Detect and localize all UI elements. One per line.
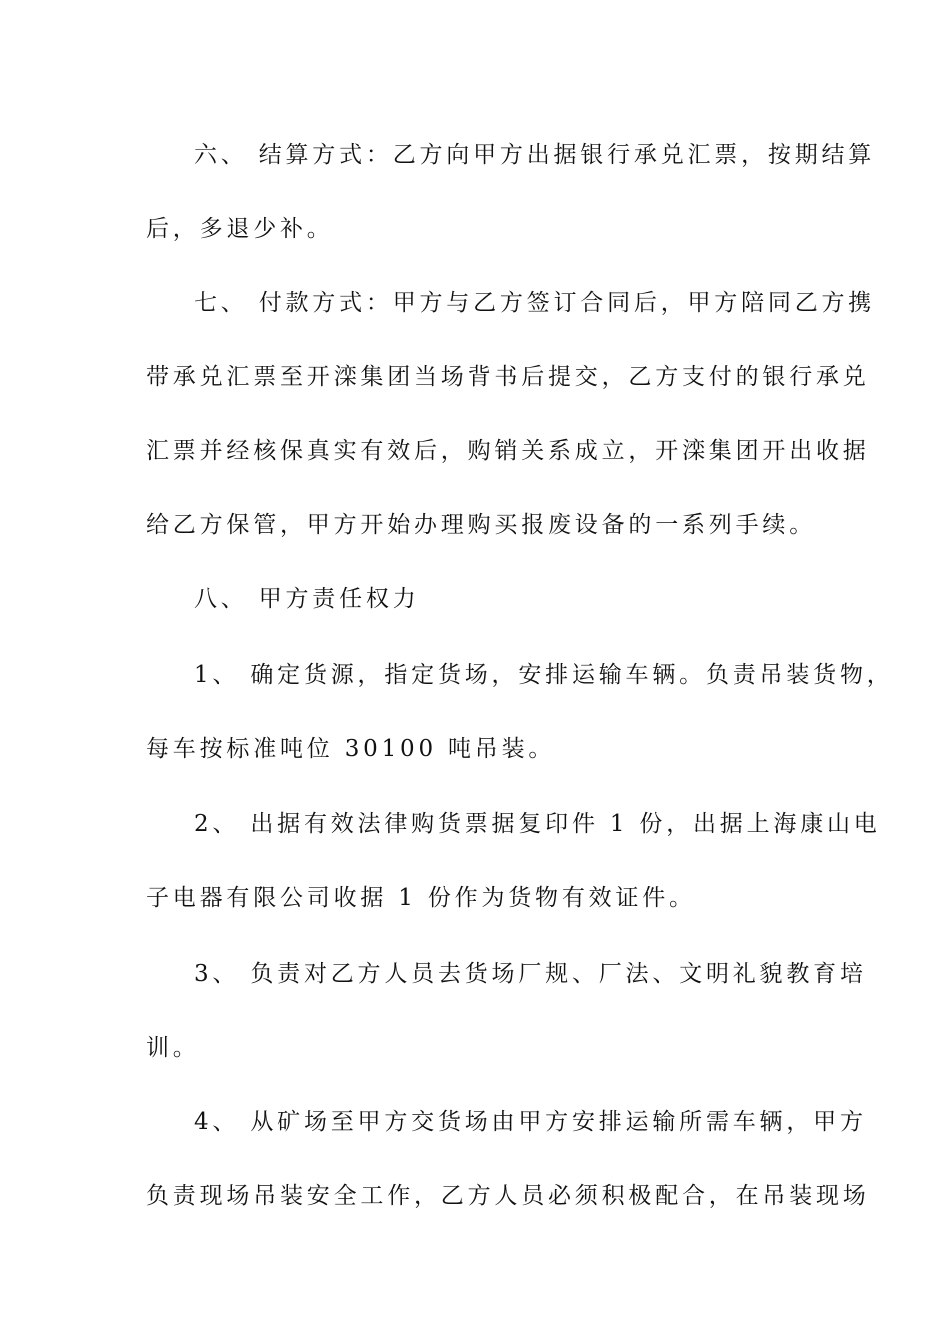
item-1-line-1: 1、 确定货源，指定货场，安排运输车辆。负责吊装货物，: [194, 662, 894, 688]
paragraph-7-line-4: 给乙方保管，甲方开始办理购买报废设备的一系列手续。: [146, 512, 816, 538]
paragraph-7-line-2: 带承兑汇票至开滦集团当场背书后提交，乙方支付的银行承兑: [146, 364, 870, 390]
paragraph-6-line-1: 六、 结算方式：乙方向甲方出据银行承兑汇票，按期结算: [194, 142, 876, 168]
item-2-line-1: 2、 出据有效法律购货票据复印件 1 份，出据上海康山电: [194, 811, 881, 837]
item-4-line-1: 4、 从矿场至甲方交货场由甲方安排运输所需车辆，甲方: [194, 1109, 867, 1135]
item-3-line-2: 训。: [146, 1035, 200, 1061]
item-1-line-2: 每车按标准吨位 30100 吨吊装。: [146, 736, 556, 762]
paragraph-7-line-3: 汇票并经核保真实有效后，购销关系成立，开滦集团开出收据: [146, 438, 870, 464]
paragraph-6-line-2: 后，多退少补。: [146, 216, 334, 242]
paragraph-7-line-1: 七、 付款方式：甲方与乙方签订合同后，甲方陪同乙方携: [194, 290, 876, 316]
item-3-line-1: 3、 负责对乙方人员去货场厂规、厂法、文明礼貌教育培: [194, 961, 867, 987]
section-8-heading: 八、 甲方责任权力: [194, 586, 420, 612]
item-4-line-2: 负责现场吊装安全工作，乙方人员必须积极配合，在吊装现场: [146, 1183, 870, 1209]
item-2-line-2: 子电器有限公司收据 1 份作为货物有效证件。: [146, 885, 696, 911]
